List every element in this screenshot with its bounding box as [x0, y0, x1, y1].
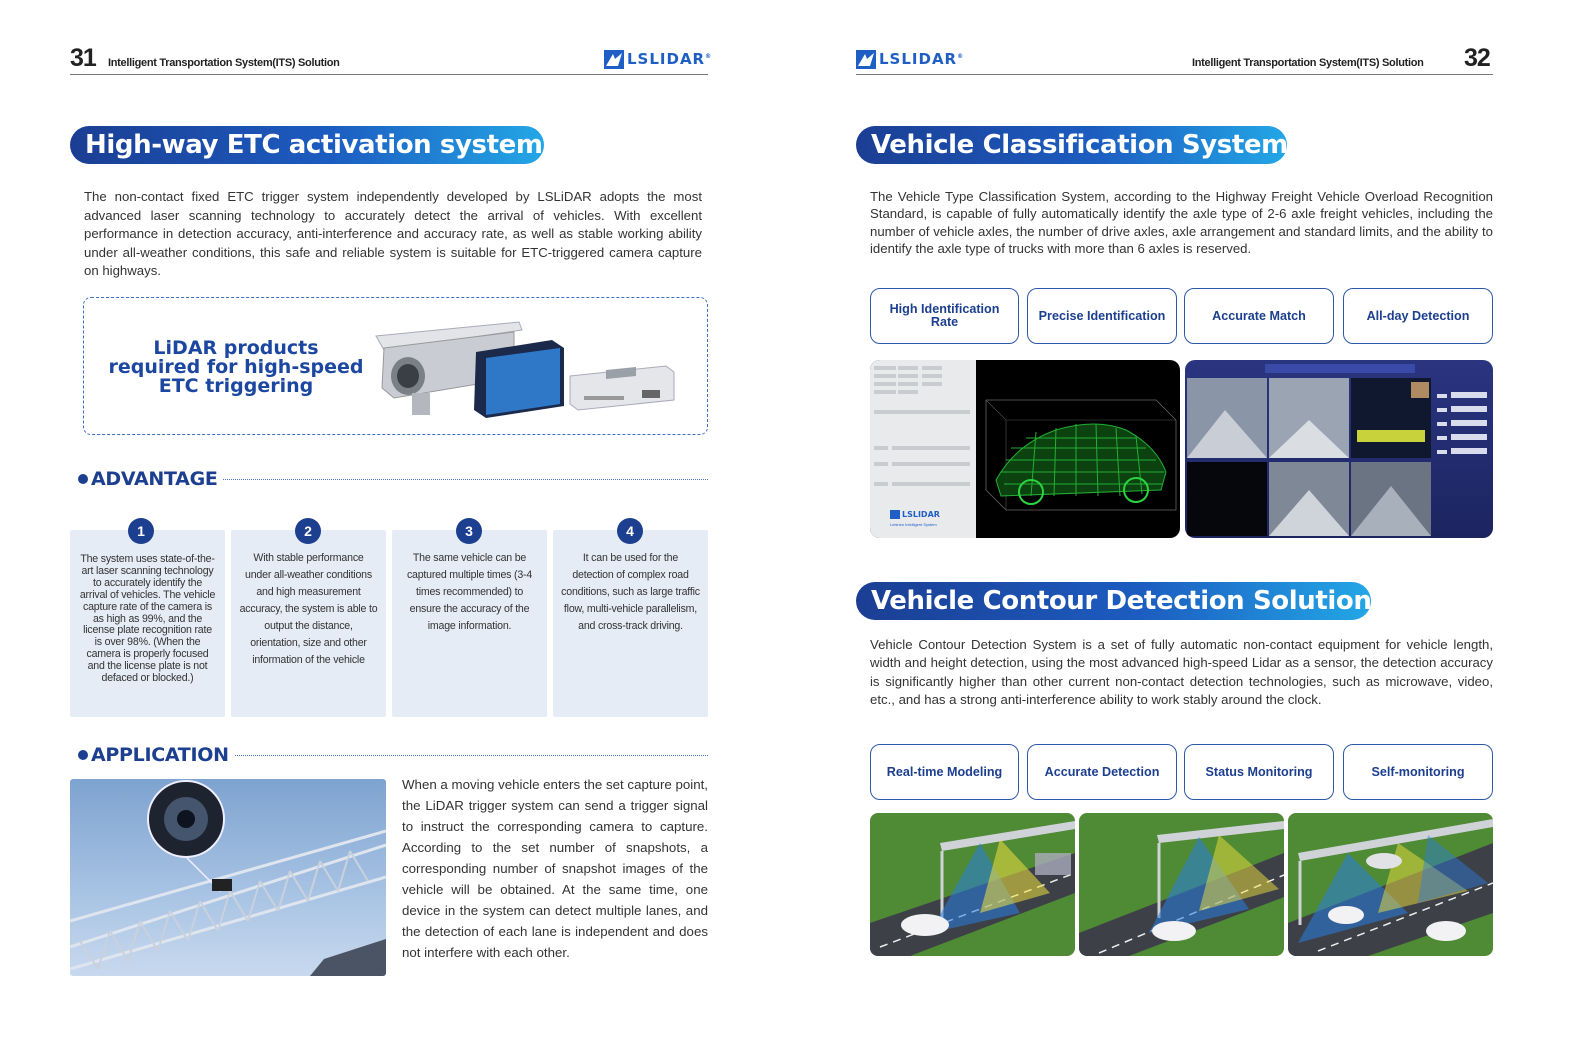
advantage-text: It can be used for the detection of complex road conditions, such as large traffic flow, multi-vehicle parallelism, and cross-track driving.	[561, 552, 700, 632]
page-number-left: 31	[70, 44, 96, 72]
feature-real-time-modeling: Real-time Modeling	[870, 744, 1019, 800]
header-divider-left	[70, 74, 708, 75]
classification-text: The Vehicle Type Classification System, according to the Highway Freight Vehicle Overload Recognition Standard, is capable of fully automatically identify the axle type of 2-6 axle freight vehicles, including the number of vehicle axles, the number of drive axles, axle arrangement and standard limits, and the ability to identify the axle type of trucks with more than 6 axles is reserved.	[870, 189, 1493, 256]
feature-self-monitoring: Self-monitoring	[1343, 744, 1493, 800]
feature-accurate-match: Accurate Match	[1184, 288, 1334, 344]
advantage-text: With stable performance under all-weather conditions and high measurement accuracy, the system is able to output the distance, orientation, size and other information of the vehicle	[239, 552, 378, 666]
section-title-etc: High-way ETC activation system	[70, 126, 544, 164]
contour-scene-3	[1288, 813, 1493, 956]
contour-scene-2	[1079, 813, 1284, 956]
section-title-classification: Vehicle Classification System	[856, 126, 1287, 164]
point-cloud-screenshot	[870, 360, 1180, 538]
advantage-card	[231, 530, 386, 717]
header-title-right: Intelligent Transportation System(ITS) Solution	[1192, 57, 1424, 69]
advantage-number: 3	[456, 518, 482, 544]
feature-all-day-detection: All-day Detection	[1343, 288, 1493, 344]
logo-mark-right: ®	[957, 53, 965, 60]
contour-scene-1	[870, 813, 1075, 956]
advantage-divider	[223, 479, 708, 480]
application-heading: APPLICATION	[78, 744, 229, 766]
logo-text-right: LSLIDAR	[879, 50, 958, 68]
application-text: When a moving vehicle enters the set capture point, the LiDAR trigger system can send a trigger signal to instruct the corresponding camera to capture. According to the set number of snapshots, a corresponding number of snapshot images of the vehicle will be obtained. At the same time, one device in the system can detect multiple lanes, and the detection of each lane is independent and does not interfere with each other.	[402, 777, 708, 960]
brand-logo-left	[604, 49, 712, 69]
logo-mark-left: ®	[705, 53, 713, 60]
header-divider-right	[856, 74, 1493, 75]
point-cloud-image	[976, 360, 1180, 538]
advantage-number: 2	[295, 518, 321, 544]
lidar-products-heading: LiDAR products required for high-speed ETC triggering	[108, 337, 364, 397]
software-tagline: Leishen Intelligent System	[890, 522, 937, 527]
advantage-number: 1	[128, 518, 154, 544]
brand-logo-right	[856, 49, 964, 69]
feature-precise-identification: Precise Identification	[1027, 288, 1177, 344]
contour-text: Vehicle Contour Detection System is a set of fully automatic non-contact equipment for vehicle length, width and height detection, using the most advanced high-speed Lidar as a sensor, the detection accuracy is significantly higher than other current non-contact detection technologies, such as microwave, video, etc., and has a strong anti-interference ability to work stably around the clock.	[870, 637, 1493, 707]
lslidar-logo-icon	[604, 50, 624, 69]
lidar-products-image	[374, 318, 684, 418]
advantage-text: The same vehicle can be captured multiple times (3-4 times recommended) to ensure the accuracy of the image information.	[406, 552, 533, 632]
software-panel	[870, 360, 976, 538]
advantage-card	[392, 530, 547, 717]
camera-monitor-screenshot	[1185, 360, 1493, 538]
advantage-text: The system uses state-of-the-art laser scanning technology to accurately identify the arrival of vehicles. The vehicle capture rate of the camera is as high as 99%, and the license plate recognition rate is over 98%. (When the camera is properly focused and the license plate is not defaced or blocked.)	[79, 553, 216, 685]
feature-high-identification-rate: High Identification Rate	[870, 288, 1019, 344]
header-title-left: Intelligent Transportation System(ITS) Solution	[108, 57, 340, 69]
application-photo	[70, 779, 386, 976]
advantage-card	[553, 530, 708, 717]
advantage-card	[70, 530, 225, 717]
advantage-number: 4	[617, 518, 643, 544]
lslidar-logo-icon	[890, 510, 900, 519]
advantage-heading: ADVANTAGE	[78, 468, 218, 490]
software-logo: LSLIDAR	[890, 510, 940, 519]
feature-status-monitoring: Status Monitoring	[1184, 744, 1334, 800]
lidar-products-box	[83, 297, 708, 435]
application-divider	[235, 755, 708, 756]
page-number-right: 32	[1464, 44, 1490, 72]
logo-text-left: LSLIDAR	[627, 50, 706, 68]
section-title-contour: Vehicle Contour Detection Solution	[856, 582, 1371, 620]
etc-intro-text: The non-contact fixed ETC trigger system independently developed by LSLiDAR adopts the most advanced laser scanning technology to accurately detect the arrival of vehicles. With excellent performance in detection accuracy, anti-interference and accuracy rate, as well as stable working ability under all-weather conditions, this safe and reliable system is suitable for ETC-triggered camera capture on highways.	[84, 189, 702, 278]
lslidar-logo-icon	[856, 50, 876, 69]
feature-accurate-detection: Accurate Detection	[1027, 744, 1177, 800]
